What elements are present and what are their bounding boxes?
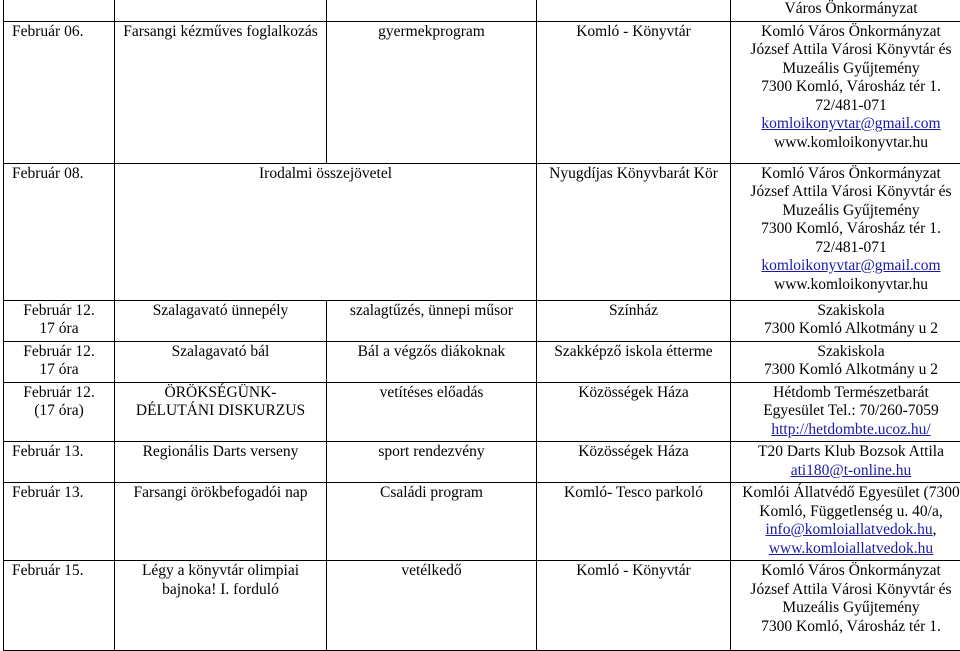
email-link[interactable]: info@komloiallatvedok.hu	[766, 521, 933, 538]
date-cell	[4, 300, 115, 341]
event-place: Komló - Könyvtár	[576, 23, 691, 40]
organizer-line: T20 Darts Klub Bozsok Attila	[734, 443, 960, 462]
organizer-line: József Attila Városi Könyvtár és	[734, 183, 960, 202]
table-row	[4, 483, 960, 561]
events-table	[3, 0, 960, 651]
organizer-line: 72/481-071	[734, 97, 960, 116]
event-place: Színház	[609, 302, 658, 319]
table-row	[4, 300, 960, 341]
place-cell	[537, 300, 731, 341]
organizer-line: 7300 Komló, Városház tér 1.	[734, 618, 960, 637]
type-cell	[327, 382, 537, 442]
event-title: Légy a könyvtár olimpiai bajnoka! I. forduló	[142, 562, 299, 598]
type-cell	[327, 561, 537, 651]
event-place: Közösségek Háza	[578, 443, 689, 460]
event-date: Február 12.	[7, 343, 111, 362]
organizer-cell	[731, 0, 960, 21]
event-title: Szalagavató ünnepély	[153, 302, 289, 319]
organizer-line: Szakiskola	[734, 302, 960, 321]
event-date: Február 06.	[12, 23, 83, 40]
organizer-line: Komlói Állatvédő Egyesület (7300	[734, 484, 960, 503]
website-text: www.komloikonyvtar.hu	[734, 134, 960, 153]
type-cell	[327, 341, 537, 382]
organizer-line: Muzeális Gyűjtemény	[734, 60, 960, 79]
organizer-line: 7300 Komló, Városház tér 1.	[734, 220, 960, 239]
type-cell	[327, 21, 537, 163]
website-link[interactable]: www.komloiallatvedok.hu	[734, 540, 960, 559]
email-link[interactable]: komloikonyvtar@gmail.com	[734, 257, 960, 276]
title-cell	[115, 0, 327, 21]
organizer-cell	[731, 561, 960, 651]
organizer-cell	[731, 442, 960, 483]
event-date: Február 08.	[12, 165, 83, 182]
event-type: Bál a végzős diákoknak	[358, 343, 506, 360]
date-cell	[4, 483, 115, 561]
event-title: Farsangi kézműves foglalkozás	[123, 23, 318, 40]
date-cell	[4, 21, 115, 163]
organizer-line: Muzeális Gyűjtemény	[734, 599, 960, 618]
table-row	[4, 561, 960, 651]
title-cell	[115, 341, 327, 382]
event-title: Regionális Darts verseny	[143, 443, 299, 460]
organizer-line: Szakiskola	[734, 343, 960, 362]
type-cell	[327, 483, 537, 561]
email-line	[734, 521, 960, 540]
organizer-cell	[731, 341, 960, 382]
event-type: sport rendezvény	[378, 443, 484, 460]
organizer-line: Egyesület Tel.: 70/260-7059	[734, 402, 960, 421]
organizer-line: Komló Város Önkormányzat	[734, 165, 960, 184]
event-time: (17 óra)	[7, 402, 111, 421]
website-link[interactable]: http://hetdombte.ucoz.hu/	[734, 421, 960, 440]
organizer-line: Muzeális Gyűjtemény	[734, 202, 960, 221]
table-row	[4, 21, 960, 163]
place-cell	[537, 341, 731, 382]
place-cell	[537, 382, 731, 442]
event-type: vetélkedő	[401, 562, 461, 579]
organizer-line: József Attila Városi Könyvtár és	[734, 581, 960, 600]
place-cell	[537, 163, 731, 300]
table-row	[4, 442, 960, 483]
date-cell	[4, 442, 115, 483]
date-cell	[4, 341, 115, 382]
table-row	[4, 0, 960, 21]
event-title: ÖRÖKSÉGÜNK-DÉLUTÁNI DISKURZUS	[136, 384, 305, 420]
email-link[interactable]: komloikonyvtar@gmail.com	[734, 115, 960, 134]
organizer-line: Város Önkormányzat	[734, 0, 960, 19]
date-cell	[4, 561, 115, 651]
event-place: Komló - Könyvtár	[576, 562, 691, 579]
table-row	[4, 382, 960, 442]
organizer-line: Hétdomb Természetbarát	[734, 384, 960, 403]
organizer-line: 7300 Komló Alkotmány u 2	[734, 320, 960, 339]
organizer-cell	[731, 21, 960, 163]
organizer-line: Komló, Függetlenség u. 40/a,	[734, 503, 960, 522]
organizer-line: 7300 Komló, Városház tér 1.	[734, 78, 960, 97]
type-cell	[327, 442, 537, 483]
event-date: Február 12.	[7, 384, 111, 403]
organizer-line: Komló Város Önkormányzat	[734, 562, 960, 581]
event-place: Közösségek Háza	[578, 384, 689, 401]
event-type: Családi program	[380, 484, 483, 501]
place-cell	[537, 0, 731, 21]
title-cell	[115, 483, 327, 561]
event-title: Szalagavató bál	[172, 343, 270, 360]
event-place: Komló- Tesco parkoló	[564, 484, 703, 501]
event-time: 17 óra	[7, 361, 111, 380]
separator-comma: ,	[933, 521, 937, 538]
type-cell	[327, 0, 537, 21]
title-cell	[115, 382, 327, 442]
organizer-cell	[731, 163, 960, 300]
event-date: Február 12.	[7, 302, 111, 321]
date-cell	[4, 163, 115, 300]
title-cell	[115, 561, 327, 651]
event-date: Február 13.	[12, 484, 83, 501]
place-cell	[537, 561, 731, 651]
website-text: www.komloikonyvtar.hu	[734, 276, 960, 295]
event-place: Szakképző iskola étterme	[554, 343, 712, 360]
organizer-line: József Attila Városi Könyvtár és	[734, 41, 960, 60]
organizer-line: Komló Város Önkormányzat	[734, 23, 960, 42]
date-cell	[4, 0, 115, 21]
event-title: Farsangi örökbefogadói nap	[134, 484, 308, 501]
organizer-line: 72/481-071	[734, 239, 960, 258]
place-cell	[537, 21, 731, 163]
title-cell	[115, 300, 327, 341]
event-time: 17 óra	[7, 320, 111, 339]
organizer-line: 7300 Komló Alkotmány u 2	[734, 361, 960, 380]
place-cell	[537, 483, 731, 561]
table-row	[4, 341, 960, 382]
organizer-cell	[731, 483, 960, 561]
event-place: Nyugdíjas Könyvbarát Kör	[549, 165, 718, 182]
title-cell	[115, 442, 327, 483]
event-type: gyermekprogram	[378, 23, 485, 40]
organizer-cell	[731, 382, 960, 442]
event-type: vetítéses előadás	[380, 384, 484, 401]
event-type: szalagtűzés, ünnepi műsor	[350, 302, 513, 319]
type-cell	[327, 300, 537, 341]
title-cell	[115, 163, 537, 300]
organizer-cell	[731, 300, 960, 341]
place-cell	[537, 442, 731, 483]
table-row	[4, 163, 960, 300]
email-link[interactable]: ati180@t-online.hu	[734, 462, 960, 481]
event-date: Február 15.	[12, 562, 83, 579]
event-title: Irodalmi összejövetel	[259, 165, 392, 182]
title-cell	[115, 21, 327, 163]
event-date: Február 13.	[12, 443, 83, 460]
date-cell	[4, 382, 115, 442]
